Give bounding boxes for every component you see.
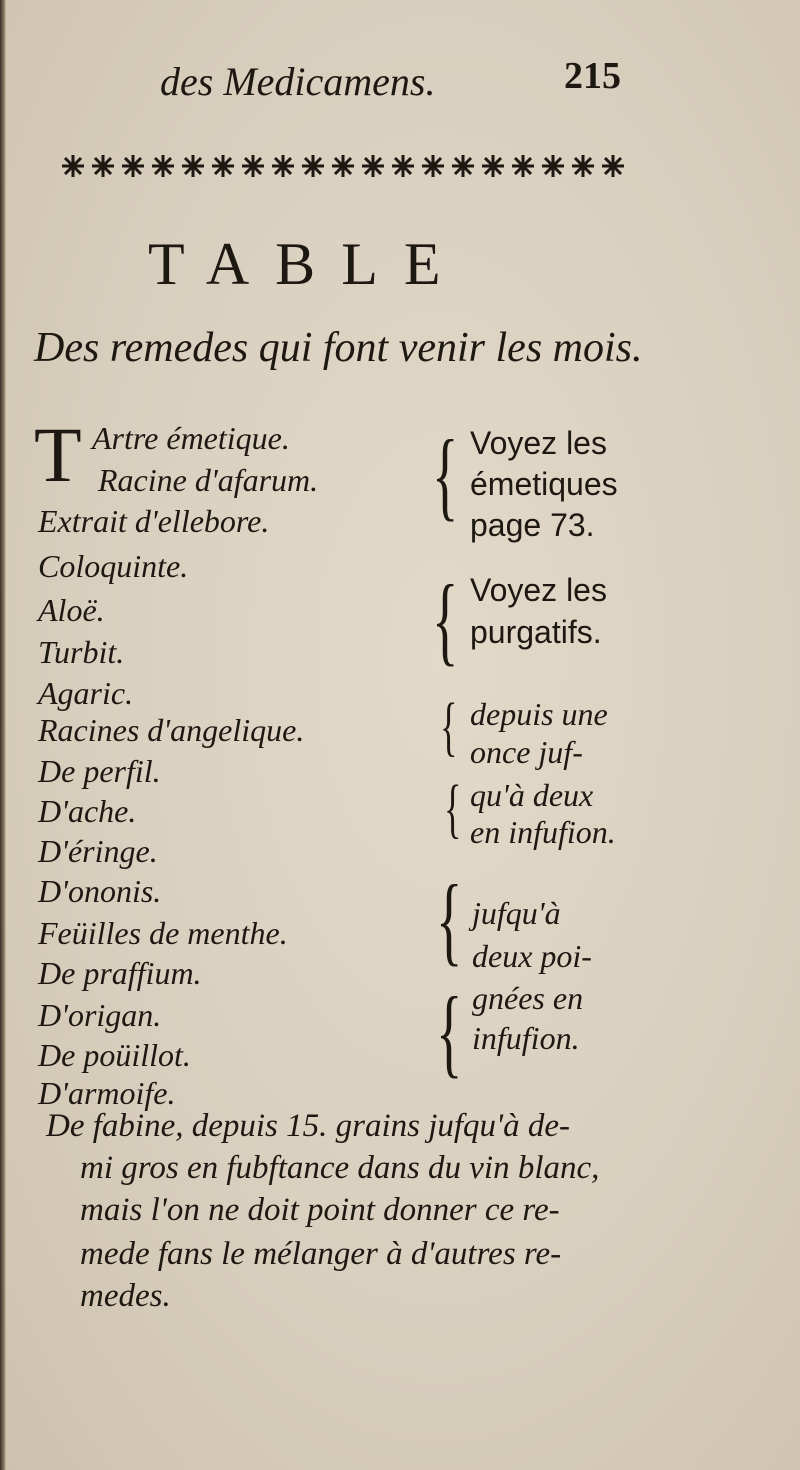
- ornament-fleuron: [152, 155, 174, 177]
- bracket: {: [436, 976, 463, 1087]
- page-gutter: [0, 0, 6, 1470]
- list-item: Agaric.: [38, 675, 134, 711]
- paragraph-line: medes.: [80, 1278, 171, 1314]
- page-subtitle: Des remedes qui font venir les mois.: [34, 325, 643, 371]
- list-item: Racine d'afarum.: [98, 462, 319, 498]
- ornament-fleuron: [542, 155, 564, 177]
- note-line: Voyez les: [470, 425, 607, 461]
- note-line: infufion.: [472, 1020, 580, 1056]
- note-line: en infufion.: [470, 814, 616, 850]
- bracket: {: [432, 419, 459, 530]
- bracket: {: [440, 690, 458, 763]
- paragraph-line: mais l'on ne doit point donner ce re-: [80, 1192, 560, 1228]
- bracket: {: [436, 864, 463, 975]
- ornament-fleuron: [452, 155, 474, 177]
- note-line: Voyez les: [470, 572, 607, 608]
- running-head: des Medicamens.: [160, 59, 436, 104]
- list-item: Aloë.: [38, 592, 105, 628]
- list-item: De poüillot.: [38, 1037, 191, 1073]
- paragraph-line: mede fans le mélanger à d'autres re-: [80, 1236, 562, 1272]
- page-title: TABLE: [148, 231, 467, 297]
- note-line: émetiques: [470, 466, 618, 502]
- list-item: Turbit.: [38, 634, 125, 670]
- list-item: D'armoife.: [38, 1075, 176, 1111]
- paragraph-line: De fabine, depuis 15. grains jufqu'à de-: [46, 1108, 571, 1144]
- ornament-fleuron: [272, 155, 294, 177]
- note-line: jufqu'à: [472, 895, 561, 931]
- ornament-fleuron: [482, 155, 504, 177]
- drop-cap: T: [34, 411, 82, 498]
- list-item: D'éringe.: [38, 833, 158, 869]
- ornament-fleuron: [332, 155, 354, 177]
- ornament-fleuron: [392, 155, 414, 177]
- list-item: Racines d'angelique.: [38, 712, 305, 748]
- note-line: purgatifs.: [470, 614, 602, 650]
- ornament-fleuron: [212, 155, 234, 177]
- note-line: depuis une: [470, 696, 608, 732]
- bracket: {: [432, 564, 459, 675]
- list-item: Extrait d'ellebore.: [38, 503, 270, 539]
- list-item: Coloquinte.: [38, 548, 189, 584]
- paragraph-line: mi gros en fubftance dans du vin blanc,: [80, 1150, 600, 1186]
- list-item: De perfil.: [38, 753, 161, 789]
- ornament-fleuron: [182, 155, 204, 177]
- ornament-fleuron: [62, 155, 84, 177]
- note-line: once juf-: [470, 734, 583, 770]
- note-line: qu'à deux: [470, 777, 594, 813]
- list-item: D'ononis.: [38, 873, 162, 909]
- note-line: deux poi-: [472, 938, 592, 974]
- ornament-fleuron: [602, 155, 624, 177]
- bracket: {: [444, 772, 462, 845]
- ornament-fleuron: [362, 155, 384, 177]
- ornament-fleuron: [92, 155, 114, 177]
- list-item: Feüilles de menthe.: [38, 915, 288, 951]
- page-number: 215: [564, 55, 621, 97]
- list-item: Artre émetique.: [92, 420, 290, 456]
- ornament-fleuron: [302, 155, 324, 177]
- ornament-fleuron: [122, 155, 144, 177]
- list-item: D'ache.: [38, 793, 137, 829]
- ornament-fleuron: [422, 155, 444, 177]
- note-line: gnées en: [472, 980, 584, 1016]
- list-item: De praffium.: [38, 955, 202, 991]
- ornament-fleuron: [512, 155, 534, 177]
- ornament-fleuron: [242, 155, 264, 177]
- ornamental-border: [58, 148, 628, 184]
- note-line: page 73.: [470, 507, 595, 543]
- ornament-fleuron: [572, 155, 594, 177]
- list-item: D'origan.: [38, 997, 162, 1033]
